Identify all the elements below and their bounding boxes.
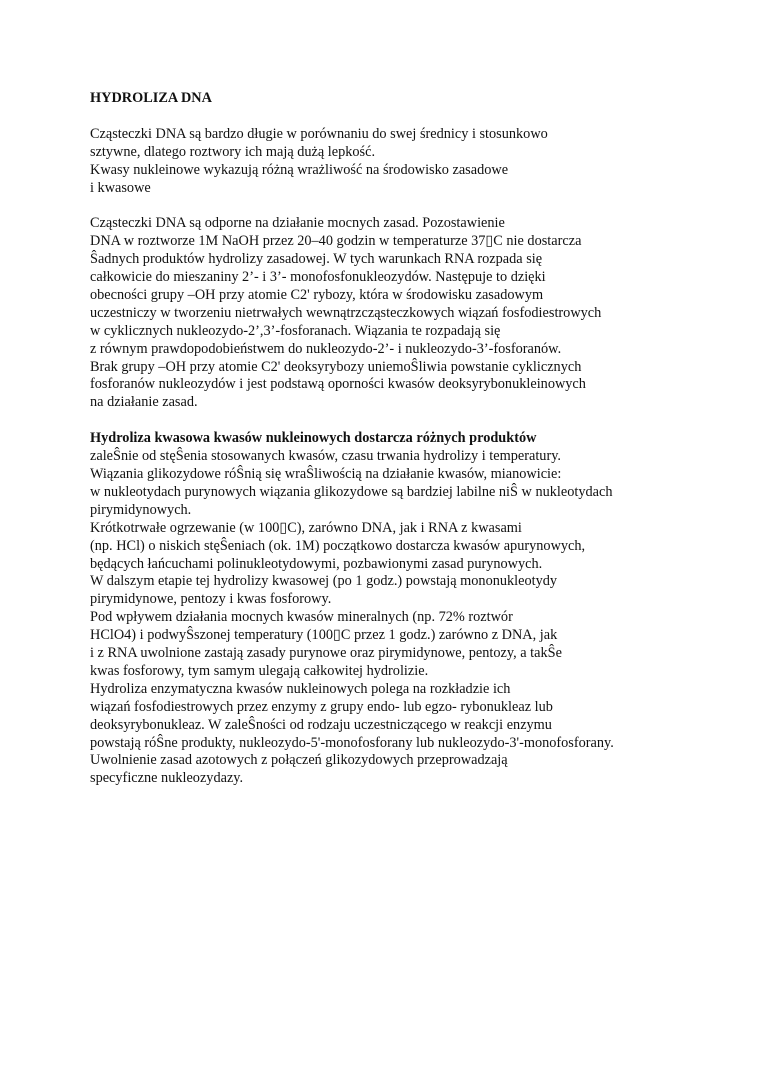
text-line: Brak grupy –OH przy atomie C2' deoksyrybozy uniemoŜliwia powstanie cyklicznych [90, 358, 582, 375]
text-line: i z RNA uwolnione zastają zasady purynowe oraz pirymidynowe, pentozy, a takŜe [90, 645, 562, 662]
text-line: DNA w roztworze 1M NaOH przez 20–40 godzin w temperaturze 37▯C nie dostarcza [90, 233, 582, 250]
text-line: zaleŜnie od stęŜenia stosowanych kwasów, czasu trwania hydrolizy i temperatury. [90, 448, 561, 465]
text-line: specyficzne nukleozydazy. [90, 770, 244, 787]
text-line: Ŝadnych produktów hydrolizy zasadowej. W tych warunkach RNA rozpada się [90, 251, 543, 268]
text-line: Hydroliza enzymatyczna kwasów nukleinowych polega na rozkładzie ich [90, 680, 511, 697]
text-line: kwas fosforowy, tym samym ulegają całkowitej hydrolizie. [90, 662, 429, 679]
document-title: HYDROLIZA DNA [90, 90, 212, 106]
document-body [90, 90, 730, 788]
text-line: Kwasy nukleinowe wykazują różną wrażliwość na środowisko zasadowe [90, 161, 509, 178]
text-line: wiązań fosfodiestrowych przez enzymy z grupy endo- lub egzo- rybonukleaz lub [90, 698, 553, 715]
text-line: w cyklicznych nukleozydo-2’,3’-fosforanach. Wiązania te rozpadają się [90, 322, 501, 339]
acid-paragraph [90, 448, 730, 788]
text-line: pirymidynowych. [90, 501, 192, 518]
text-line: obecności grupy –OH przy atomie C2' rybozy, która w środowisku zasadowym [90, 286, 544, 303]
text-line: z równym prawdopodobieństwem do nukleozydo-2’- i nukleozydo-3’-fosforanów. [90, 340, 562, 357]
spacer [90, 108, 730, 126]
text-line: Krótkotrwałe ogrzewanie (w 100▯C), zarówno DNA, jak i RNA z kwasami [90, 519, 522, 536]
text-line: (np. HCl) o niskich stęŜeniach (ok. 1M) początkowo dostarcza kwasów apurynowych, [90, 537, 586, 554]
text-line: w nukleotydach purynowych wiązania glikozydowe są bardziej labilne niŜ w nukleotydach [90, 483, 613, 500]
text-line: na działanie zasad. [90, 394, 198, 411]
intro-paragraph [90, 126, 730, 198]
text-line: Uwolnienie zasad azotowych z połączeń glikozydowych przeprowadzają [90, 752, 508, 769]
text-line: Cząsteczki DNA są odporne na działanie mocnych zasad. Pozostawienie [90, 215, 505, 232]
section-heading: Hydroliza kwasowa kwasów nukleinowych dostarcza różnych produktów [90, 430, 537, 447]
text-line: powstają róŜne produkty, nukleozydo-5'-monofosforany lub nukleozydo-3'-monofosforany. [90, 734, 614, 751]
spacer [90, 412, 730, 430]
text-line: pirymidynowe, pentozy i kwas fosforowy. [90, 591, 332, 608]
text-line: uczestniczy w tworzeniu nietrwałych wewnątrzcząsteczkowych wiązań fosfodiestrowych [90, 304, 602, 321]
text-line: sztywne, dlatego roztwory ich mają dużą lepkość. [90, 143, 376, 160]
text-line: Wiązania glikozydowe róŜnią się wraŜliwością na działanie kwasów, mianowicie: [90, 465, 562, 482]
text-line: będących łańcuchami polinukleotydowymi, pozbawionymi zasad purynowych. [90, 555, 543, 572]
text-line: Pod wpływem działania mocnych kwasów mineralnych (np. 72% roztwór [90, 609, 513, 626]
spacer [90, 197, 730, 215]
text-line: Cząsteczki DNA są bardzo długie w porównaniu do swej średnicy i stosunkowo [90, 125, 548, 142]
text-line: HClO4) i podwyŜszonej temperatury (100▯C przez 1 godz.) zarówno z DNA, jak [90, 627, 558, 644]
text-line: całkowicie do mieszaniny 2’- i 3’- monofosfonukleozydów. Następuje to dzięki [90, 269, 546, 286]
text-line: W dalszym etapie tej hydrolizy kwasowej (po 1 godz.) powstają mononukleotydy [90, 573, 558, 590]
text-line: deoksyrybonukleaz. W zaleŜności od rodzaju uczestniczącego w reakcji enzymu [90, 716, 552, 733]
alkaline-paragraph [90, 215, 730, 412]
text-line: fosforanów nukleozydów i jest podstawą oporności kwasów deoksyrybonukleinowych [90, 376, 586, 393]
text-line: i kwasowe [90, 179, 151, 196]
